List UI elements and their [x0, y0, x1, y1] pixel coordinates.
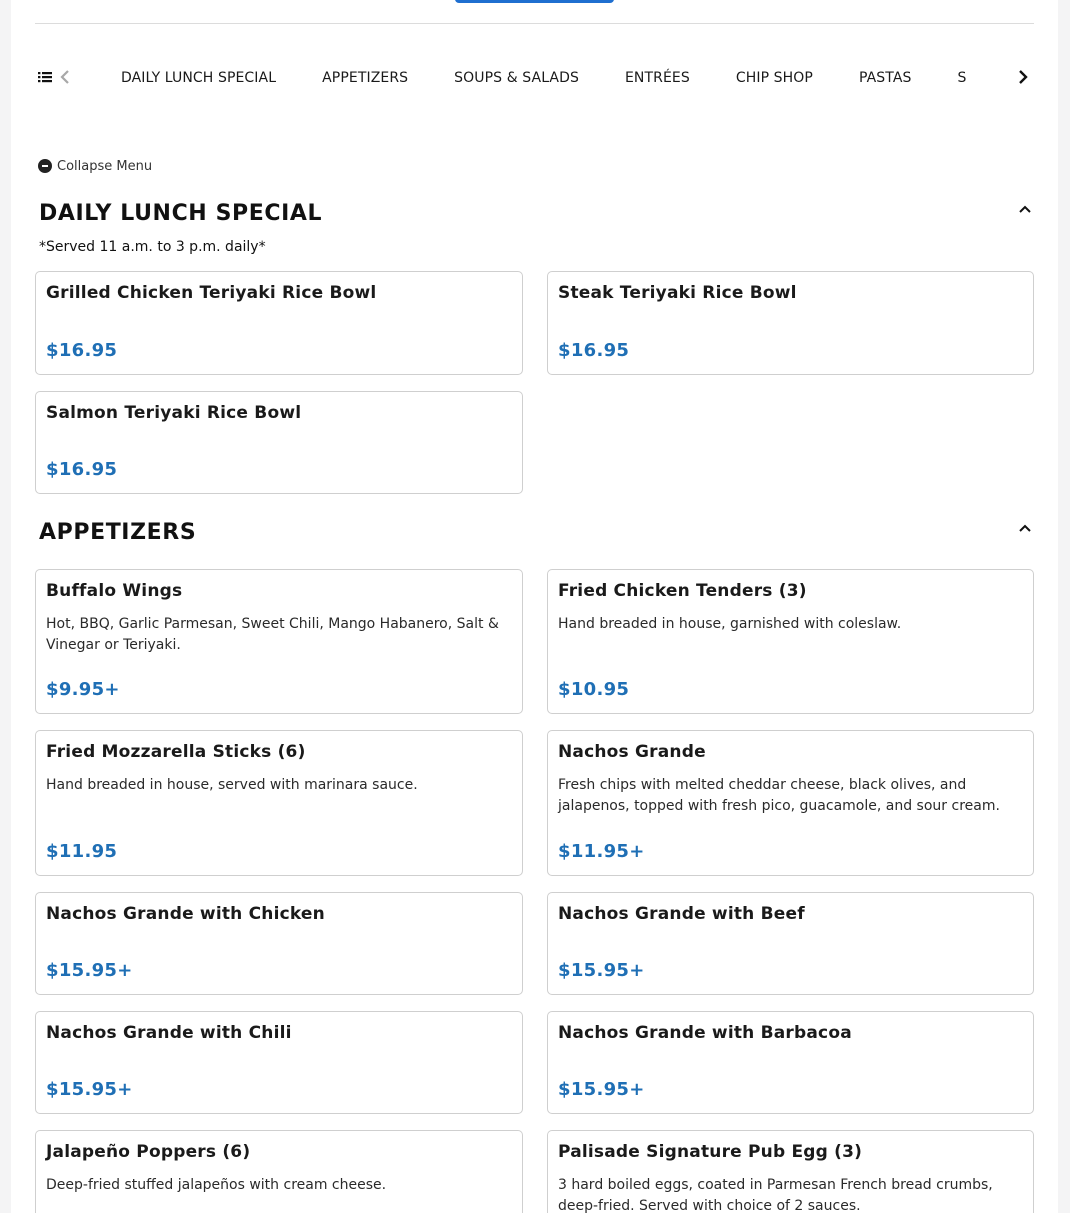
item-name: Jalapeño Poppers (6)	[46, 1142, 251, 1162]
menu-item-card[interactable]	[547, 271, 1034, 375]
item-name: Buffalo Wings	[46, 581, 183, 601]
item-description: Hand breaded in house, garnished with coleslaw.	[558, 616, 902, 632]
item-description: Fresh chips with melted cheddar cheese, black olives, and jalapenos, topped with fresh pico, guacamole, and sour cream.	[558, 777, 1000, 814]
menu-item-card[interactable]	[547, 730, 1034, 876]
menu-item-card[interactable]	[35, 892, 523, 995]
section-title: DAILY LUNCH SPECIAL	[39, 201, 323, 226]
tab-soups-salads[interactable]: SOUPS & SALADS	[454, 70, 579, 86]
collapse-menu-button[interactable]	[38, 157, 152, 175]
menu-item-card[interactable]	[35, 391, 523, 494]
tab-entrees[interactable]: ENTRÉES	[624, 70, 690, 86]
list-icon[interactable]	[37, 68, 53, 86]
category-tabs	[121, 58, 997, 98]
item-name: Nachos Grande with Barbacoa	[558, 1023, 852, 1043]
order-button[interactable]	[455, 0, 614, 3]
category-nav	[35, 58, 1034, 98]
item-name: Fried Chicken Tenders (3)	[558, 581, 807, 601]
chevron-up-icon[interactable]	[1017, 522, 1033, 534]
tab-next-category[interactable]: S	[957, 70, 967, 86]
item-name: Nachos Grande with Chicken	[46, 904, 325, 924]
item-name: Nachos Grande with Chili	[46, 1023, 292, 1043]
chevron-up-icon[interactable]	[1017, 203, 1033, 215]
item-price: $16.95	[558, 340, 630, 361]
menu-item-card[interactable]	[547, 892, 1034, 995]
item-price: $15.95+	[558, 1079, 645, 1100]
item-description: Hand breaded in house, served with marinara sauce.	[46, 777, 418, 793]
item-description: Hot, BBQ, Garlic Parmesan, Sweet Chili, Mango Habanero, Salt & Vinegar or Teriyaki.	[46, 616, 499, 653]
item-price: $16.95	[46, 459, 118, 480]
item-name: Steak Teriyaki Rice Bowl	[558, 283, 797, 303]
menu-item-card[interactable]	[547, 569, 1034, 714]
menu-item-card[interactable]	[35, 1011, 523, 1114]
menu-page	[11, 0, 1058, 1213]
tab-pastas[interactable]: PASTAS	[858, 70, 912, 86]
item-name: Nachos Grande	[558, 742, 706, 762]
item-name: Salmon Teriyaki Rice Bowl	[46, 403, 302, 423]
section-title: APPETIZERS	[39, 520, 197, 545]
item-price: $9.95+	[46, 679, 120, 700]
menu-item-card[interactable]	[35, 730, 523, 876]
item-price: $15.95+	[558, 960, 645, 981]
chevron-right-icon[interactable]	[1015, 68, 1031, 86]
menu-item-card[interactable]	[547, 1011, 1034, 1114]
tab-daily-lunch-special[interactable]: DAILY LUNCH SPECIAL	[121, 70, 277, 86]
collapse-menu-label: Collapse Menu	[57, 158, 153, 174]
item-name: Palisade Signature Pub Egg (3)	[558, 1142, 863, 1162]
item-name: Fried Mozzarella Sticks (6)	[46, 742, 306, 762]
section-note: *Served 11 a.m. to 3 p.m. daily*	[39, 239, 266, 255]
menu-item-card[interactable]	[547, 1130, 1034, 1213]
item-description: 3 hard boiled eggs, coated in Parmesan French bread crumbs, deep-fried. Served with choice of 2 sauces.	[558, 1177, 993, 1213]
item-price: $11.95+	[558, 841, 645, 862]
menu-item-card[interactable]	[35, 569, 523, 714]
item-price: $15.95+	[46, 960, 133, 981]
chevron-left-icon[interactable]	[57, 68, 73, 86]
item-price: $15.95+	[46, 1079, 133, 1100]
minus-circle-icon	[38, 159, 52, 173]
item-description: Deep-fried stuffed jalapeños with cream cheese.	[46, 1177, 387, 1193]
item-name: Grilled Chicken Teriyaki Rice Bowl	[46, 283, 377, 303]
menu-item-card[interactable]	[35, 271, 523, 375]
tab-chip-shop[interactable]: CHIP SHOP	[735, 70, 813, 86]
item-price: $11.95	[46, 841, 118, 862]
tab-appetizers[interactable]: APPETIZERS	[322, 70, 409, 86]
item-name: Nachos Grande with Beef	[558, 904, 805, 924]
menu-item-card[interactable]	[35, 1130, 523, 1213]
item-price: $10.95	[558, 679, 630, 700]
item-price: $16.95	[46, 340, 118, 361]
divider	[35, 23, 1034, 24]
